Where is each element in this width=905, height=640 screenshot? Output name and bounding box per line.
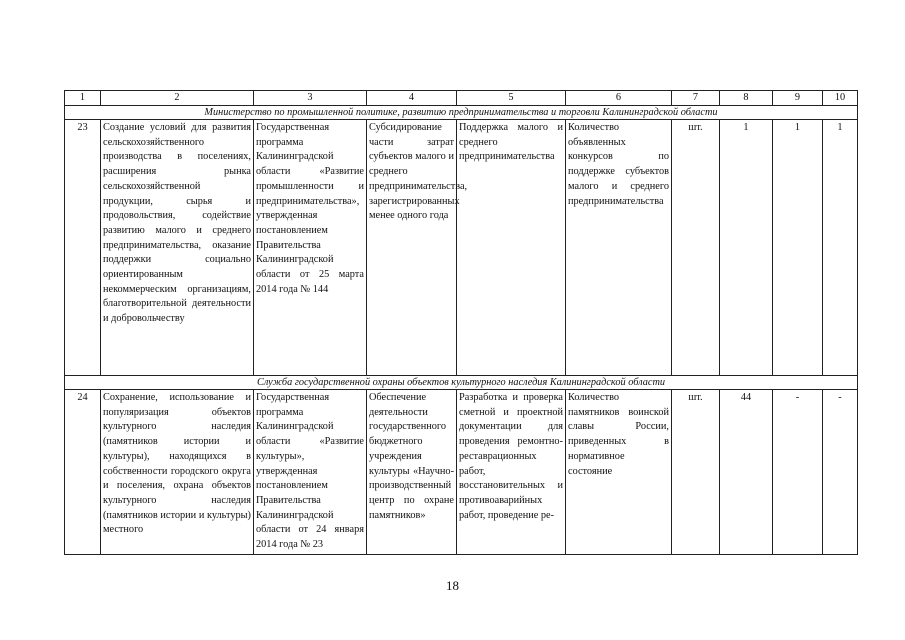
column-header: 3 bbox=[254, 91, 367, 106]
row-value-col10: - bbox=[823, 390, 858, 555]
table-row bbox=[65, 120, 858, 376]
row-value-col9: 1 bbox=[773, 120, 823, 376]
row-value-col8: 44 bbox=[720, 390, 773, 555]
column-number-row bbox=[65, 91, 858, 106]
row-name: Сохранение, использование и популяризация объектов культурного наследия (памятников истории и культуры), находящихся в собственности городского округа и поселения, охрана объектов культурного наследия (памятников истории и культуры) местного bbox=[101, 390, 254, 555]
row-unit: шт. bbox=[672, 120, 720, 376]
row-name: Создание условий для развития сельскохозяйственного производства в поселениях, расширения рынка сельскохозяйственной продукции, сырья и продовольствия, содействие развитию малого и среднего предпринимательства, оказание поддержки социально ориентированным некоммерческим организациям, благотворительной деятельности и добровольчеству bbox=[101, 120, 254, 376]
row-number: 24 bbox=[65, 390, 101, 555]
column-header: 6 bbox=[566, 91, 672, 106]
row-result: Поддержка малого и среднего предпринимательства bbox=[457, 120, 566, 376]
column-header: 5 bbox=[457, 91, 566, 106]
row-value-col10: 1 bbox=[823, 120, 858, 376]
row-activity: Обеспечение деятельности государственного бюджетного учреждения культуры «Научно-производственный центр по охране памятников» bbox=[367, 390, 457, 555]
row-number: 23 bbox=[65, 120, 101, 376]
column-header: 9 bbox=[773, 91, 823, 106]
section-title: Служба государственной охраны объектов культурного наследия Калининградской области bbox=[65, 376, 858, 390]
row-program: Государственная программа Калининградской области «Развитие культуры», утвержденная постановлением Правительства Калининградской области от 24 января 2014 года № 23 bbox=[254, 390, 367, 555]
column-header: 1 bbox=[65, 91, 101, 106]
row-program: Государственная программа Калининградской области «Развитие промышленности и предпринимательства», утвержденная постановлением Правительства Калининградской области от 25 марта 2014 года № 144 bbox=[254, 120, 367, 376]
row-activity: Субсидирование части затрат субъектов малого и среднего предпринимательства, зарегистрированных менее одного года bbox=[367, 120, 457, 376]
column-header: 10 bbox=[823, 91, 858, 106]
column-header: 7 bbox=[672, 91, 720, 106]
table-row bbox=[65, 390, 858, 555]
page-number: 18 bbox=[446, 578, 459, 593]
section-title: Министерство по промышленной политике, развитию предпринимательства и торговли Калининградской области bbox=[65, 106, 858, 120]
row-indicator: Количество памятников воинской славы России, приведенных в нормативное состояние bbox=[566, 390, 672, 555]
row-result: Разработка и проверка сметной и проектной документации для проведения ремонтно-реставрационных работ, восстановительных и противоаварийных работ, проведение ре- bbox=[457, 390, 566, 555]
column-header: 2 bbox=[101, 91, 254, 106]
column-header: 4 bbox=[367, 91, 457, 106]
row-unit: шт. bbox=[672, 390, 720, 555]
column-header: 8 bbox=[720, 91, 773, 106]
targets-table bbox=[64, 90, 858, 555]
row-value-col8: 1 bbox=[720, 120, 773, 376]
row-indicator: Количество объявленных конкурсов по поддержке субъектов малого и среднего предпринимательства bbox=[566, 120, 672, 376]
row-value-col9: - bbox=[773, 390, 823, 555]
section-row bbox=[65, 106, 858, 120]
section-row bbox=[65, 376, 858, 390]
